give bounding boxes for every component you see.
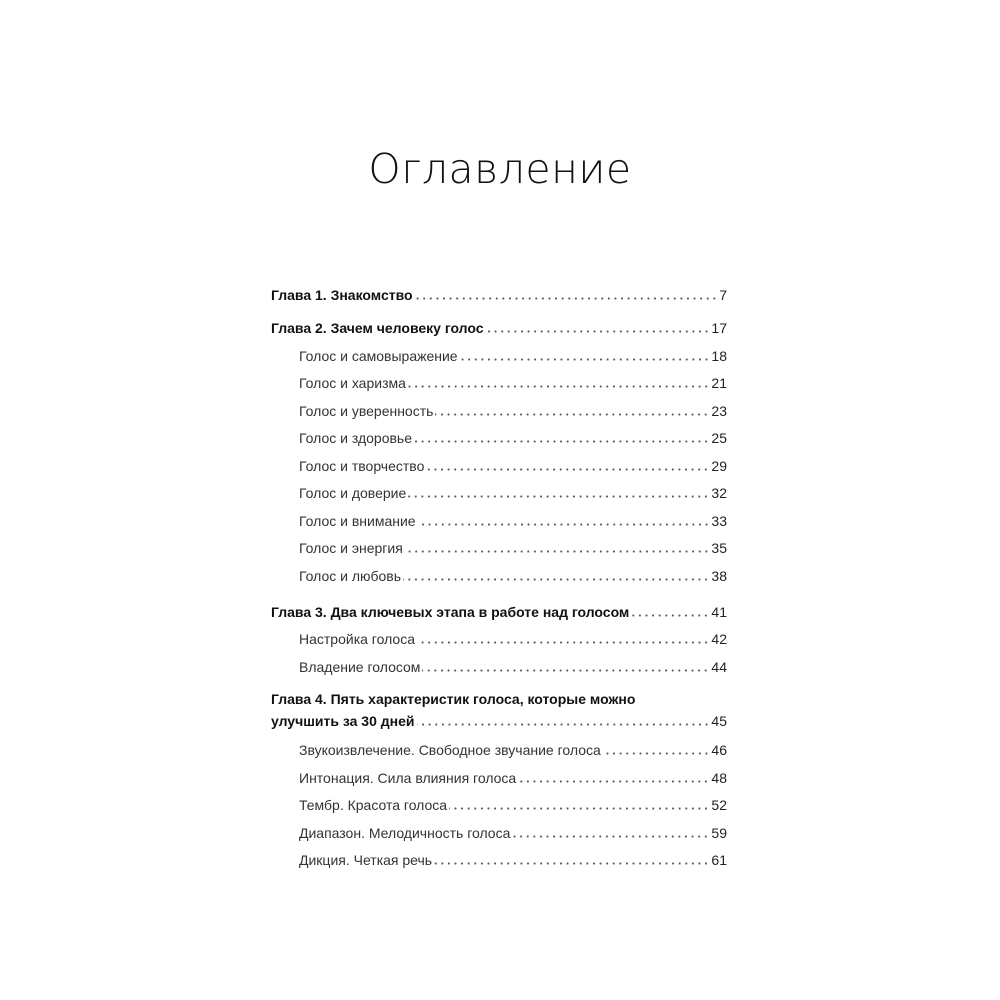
dot-leader xyxy=(405,543,710,553)
dot-leader xyxy=(449,800,709,810)
page-number: 7 xyxy=(719,287,727,303)
entry-title: Голос и самовыражение xyxy=(299,347,458,364)
page-number: 44 xyxy=(711,658,727,675)
dot-leader xyxy=(518,773,709,783)
page-number: 45 xyxy=(711,713,727,729)
entry-title: Голос и энергия xyxy=(299,540,403,556)
page-number: 21 xyxy=(711,375,727,391)
entry-title: Голос и внимание xyxy=(299,512,416,529)
toc-section[interactable] xyxy=(271,453,727,481)
entry-title: Голос и доверие xyxy=(299,485,407,501)
toc-section[interactable] xyxy=(271,425,727,453)
page-number: 29 xyxy=(711,457,727,474)
page-number: 41 xyxy=(711,603,727,620)
page-title: Оглавление xyxy=(368,145,632,194)
entry-title-line1: Глава 4. Пять характеристик голоса, которые можно xyxy=(271,691,636,707)
page-number: 35 xyxy=(711,540,727,556)
dot-leader xyxy=(435,406,709,416)
entry-title: Глава 2. Зачем человеку голос xyxy=(271,320,484,336)
entry-title: Звукоизвлечение. Свободное звучание голоса xyxy=(299,742,601,758)
dot-leader xyxy=(422,662,709,672)
dot-leader xyxy=(418,516,710,526)
entry-title: Дикция. Четкая речь xyxy=(299,852,433,868)
dot-leader xyxy=(460,351,710,361)
entry-title: Голос и харизма xyxy=(299,375,406,391)
dot-leader xyxy=(415,290,718,300)
entry-title: Голос и любовь xyxy=(299,567,402,584)
toc-section[interactable] xyxy=(271,563,727,591)
page-number: 48 xyxy=(711,769,727,786)
toc-section[interactable] xyxy=(271,508,727,536)
toc-section[interactable] xyxy=(271,737,727,765)
page-number: 23 xyxy=(711,402,727,419)
toc-section[interactable] xyxy=(271,847,727,875)
entry-title: Интонация. Сила влияния голоса xyxy=(299,769,517,786)
dot-leader xyxy=(603,745,710,755)
entry-title: Тембр. Красота голоса xyxy=(299,797,448,813)
dot-leader xyxy=(408,378,710,388)
toc-section[interactable] xyxy=(271,654,727,682)
toc-section[interactable] xyxy=(271,398,727,426)
toc-section[interactable] xyxy=(271,480,727,508)
toc-section[interactable] xyxy=(271,765,727,793)
toc-section[interactable] xyxy=(271,626,727,654)
page-number: 33 xyxy=(711,512,727,529)
dot-leader xyxy=(417,634,709,644)
page-number: 32 xyxy=(711,485,727,501)
dot-leader xyxy=(486,323,710,333)
dot-leader xyxy=(408,488,709,498)
toc-section[interactable] xyxy=(271,343,727,371)
dot-leader xyxy=(417,716,710,726)
dot-leader xyxy=(426,461,709,471)
page-number: 38 xyxy=(711,567,727,584)
dot-leader xyxy=(414,433,709,443)
toc-chapter-3[interactable] xyxy=(271,599,727,627)
page-number: 17 xyxy=(711,320,727,336)
dot-leader xyxy=(434,855,709,865)
page-number: 42 xyxy=(711,631,727,647)
entry-title: Владение голосом xyxy=(299,658,421,675)
dot-leader xyxy=(403,571,709,581)
page-number: 61 xyxy=(711,852,727,868)
entry-title: Голос и здоровье xyxy=(299,430,412,446)
entry-title: Глава 3. Два ключевых этапа в работе над голосом xyxy=(271,603,630,620)
toc-section[interactable] xyxy=(271,535,727,563)
entry-title: Голос и творчество xyxy=(299,457,425,474)
page-number: 52 xyxy=(711,797,727,813)
entry-title: Диапазон. Мелодичность голоса xyxy=(299,824,511,841)
page-number: 25 xyxy=(711,430,727,446)
toc-chapter-4[interactable] xyxy=(271,688,727,732)
table-of-contents xyxy=(271,282,727,875)
toc-chapter-2[interactable] xyxy=(271,315,727,343)
toc-section[interactable] xyxy=(271,820,727,848)
page-number: 59 xyxy=(711,824,727,841)
toc-section[interactable] xyxy=(271,792,727,820)
dot-leader xyxy=(631,607,709,617)
toc-chapter-1[interactable] xyxy=(271,282,727,310)
page-number: 46 xyxy=(711,742,727,758)
toc-section[interactable] xyxy=(271,370,727,398)
dot-leader xyxy=(512,828,709,838)
entry-title: Голос и уверенность xyxy=(299,402,434,419)
entry-title-line2: улучшить за 30 дней xyxy=(271,713,415,729)
entry-title: Настройка голоса xyxy=(299,631,415,647)
entry-title: Глава 1. Знакомство xyxy=(271,287,413,303)
page-number: 18 xyxy=(711,347,727,364)
